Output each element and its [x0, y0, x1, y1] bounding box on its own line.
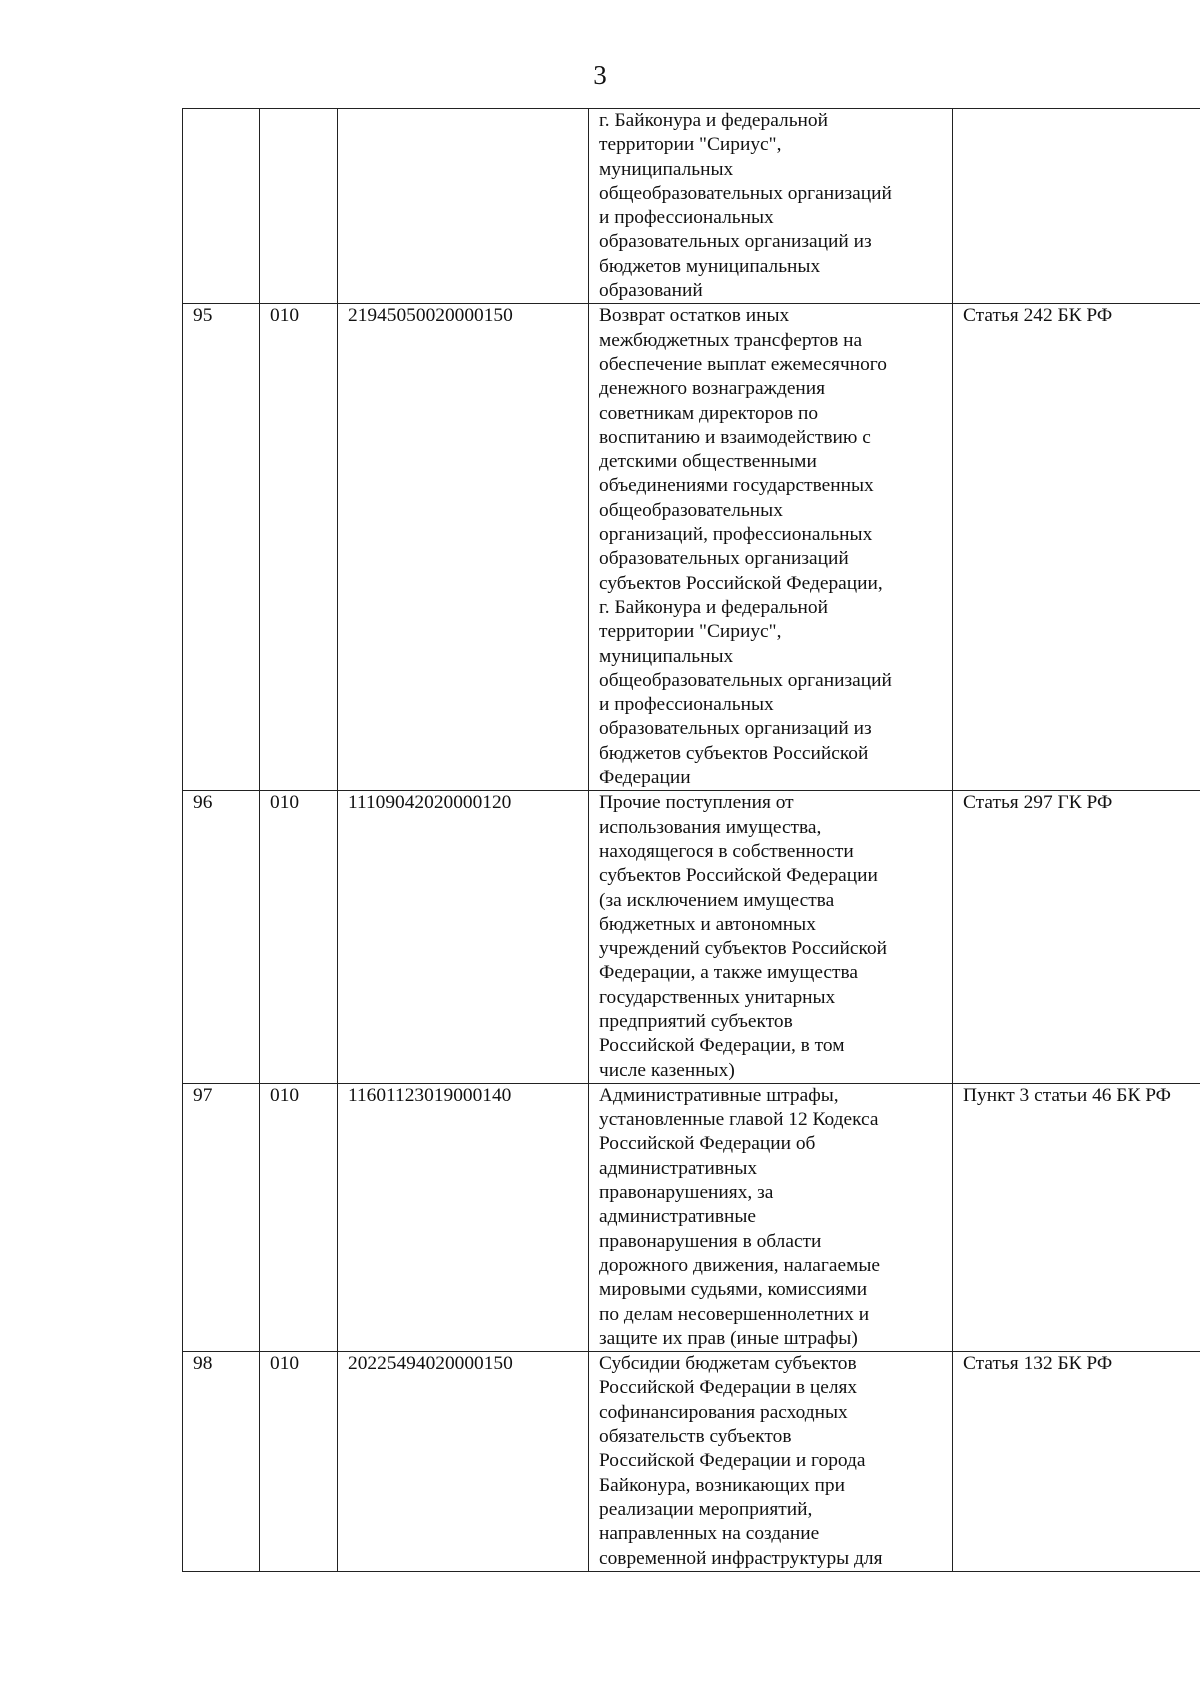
legal-basis-text: Статья 242 БК РФ	[963, 305, 1113, 327]
revenue-name-line: числе казенных)	[599, 1059, 735, 1081]
revenue-name-line: обеспечение выплат ежемесячного	[599, 353, 887, 375]
revenue-name-line: объединениями государственных	[599, 475, 874, 497]
revenue-codes-table	[182, 108, 1200, 1572]
revenue-name-line: субъектов Российской Федерации	[599, 865, 878, 887]
revenue-name-line: межбюджетных трансфертов на	[599, 329, 863, 351]
revenue-name-line: реализации мероприятий,	[599, 1498, 813, 1520]
revenue-name-line: Возврат остатков иных	[599, 305, 790, 327]
revenue-name-line: бюджетов субъектов Российской	[599, 742, 869, 764]
legal-basis-cell	[953, 1083, 1200, 1351]
revenue-name-line: муниципальных	[599, 645, 734, 667]
budget-classification-code-cell	[338, 304, 589, 791]
admin-code-cell	[260, 791, 338, 1084]
table-row	[183, 304, 1200, 791]
revenue-name-line: Федерации, а также имущества	[599, 962, 859, 984]
legal-basis-cell	[953, 791, 1200, 1084]
page-number: 3	[593, 60, 607, 90]
row-number-cell	[183, 1083, 260, 1351]
revenue-name-line: образовательных организаций из	[599, 718, 872, 740]
row-number-cell	[183, 1352, 260, 1572]
revenue-name-line: учреждений субъектов Российской	[599, 938, 888, 960]
revenue-name-line: г. Байконура и федеральной	[599, 110, 828, 131]
admin-code-text: 010	[270, 1353, 300, 1375]
revenue-name-line: и профессиональных	[599, 207, 774, 229]
row-number-text: 95	[193, 305, 213, 327]
revenue-name-line: Российской Федерации и города	[599, 1450, 866, 1472]
revenue-name-line: территории "Сириус",	[599, 134, 782, 156]
budget-classification-code-text: 11601123019000140	[348, 1084, 512, 1106]
legal-basis-text: Статья 132 БК РФ	[963, 1353, 1113, 1375]
revenue-name-line: г. Байконура и федеральной	[599, 596, 828, 618]
budget-classification-code-cell	[338, 1352, 589, 1572]
revenue-name-line: организаций, профессиональных	[599, 524, 873, 546]
revenue-name-line: современной инфраструктуры для	[599, 1547, 883, 1569]
revenue-name-line: денежного вознаграждения	[599, 378, 826, 400]
budget-classification-code-text: 11109042020000120	[348, 792, 512, 814]
revenue-name-cell	[589, 1083, 953, 1351]
row-number-cell	[183, 304, 260, 791]
revenue-name-line: дорожного движения, налагаемые	[599, 1254, 880, 1276]
revenue-name-cell	[589, 1352, 953, 1572]
admin-code-cell	[260, 1083, 338, 1351]
row-number-cell	[183, 791, 260, 1084]
revenue-name-line: административных	[599, 1157, 758, 1179]
legal-basis-text: Пункт 3 статьи 46 БК РФ	[963, 1084, 1171, 1106]
revenue-name-line: Административные штрафы,	[599, 1084, 839, 1106]
budget-classification-code-cell	[338, 1083, 589, 1351]
revenue-name-line: образований	[599, 280, 703, 302]
budget-classification-code-text: 20225494020000150	[348, 1353, 513, 1375]
revenue-name-line: правонарушениях, за	[599, 1182, 774, 1204]
revenue-name-line: муниципальных	[599, 158, 734, 180]
revenue-name-line: Российской Федерации в целях	[599, 1377, 858, 1399]
revenue-name-cell	[589, 304, 953, 791]
revenue-name-line: Федерации	[599, 767, 691, 789]
revenue-name-line: обязательств субъектов	[599, 1426, 792, 1448]
budget-classification-code-cell	[338, 109, 589, 304]
revenue-name-line: по делам несовершеннолетних и	[599, 1303, 870, 1325]
table-row	[183, 791, 1200, 1084]
revenue-name-line: бюджетных и автономных	[599, 913, 816, 935]
revenue-name-line: территории "Сириус",	[599, 621, 782, 643]
revenue-name-line: образовательных организаций	[599, 548, 849, 570]
admin-code-text: 010	[270, 305, 300, 327]
legal-basis-cell	[953, 109, 1200, 304]
legal-basis-cell	[953, 304, 1200, 791]
revenue-name-line: Байконура, возникающих при	[599, 1474, 845, 1496]
table-row	[183, 1083, 1200, 1351]
revenue-name-line: защите их прав (иные штрафы)	[599, 1327, 858, 1349]
row-number-cell	[183, 109, 260, 304]
revenue-name-line: предприятий субъектов	[599, 1010, 793, 1032]
revenue-name-line: использования имущества,	[599, 816, 822, 838]
revenue-name-line: советникам директоров по	[599, 402, 819, 424]
admin-code-cell	[260, 109, 338, 304]
revenue-name-line: и профессиональных	[599, 694, 774, 716]
revenue-name-line: общеобразовательных организаций	[599, 182, 892, 204]
row-number-text: 96	[193, 792, 213, 814]
admin-code-text: 010	[270, 1084, 300, 1106]
budget-classification-code-text: 21945050020000150	[348, 305, 513, 327]
row-number-text: 98	[193, 1353, 213, 1375]
table-body	[183, 109, 1200, 1572]
revenue-name-line: административные	[599, 1206, 757, 1228]
revenue-name-line: находящегося в собственности	[599, 840, 854, 862]
revenue-name-line: направленных на создание	[599, 1523, 820, 1545]
revenue-name-line: общеобразовательных	[599, 499, 783, 521]
revenue-name-line: образовательных организаций из	[599, 231, 872, 253]
revenue-name-line: детскими общественными	[599, 451, 817, 473]
legal-basis-text: Статья 297 ГК РФ	[963, 792, 1113, 814]
revenue-name-line: софинансирования расходных	[599, 1401, 848, 1423]
revenue-name-line: субъектов Российской Федерации,	[599, 572, 883, 594]
revenue-name-line: Прочие поступления от	[599, 792, 794, 814]
row-number-text: 97	[193, 1084, 213, 1106]
table-row	[183, 1352, 1200, 1572]
revenue-name-line: Субсидии бюджетам субъектов	[599, 1353, 857, 1375]
revenue-name-cell	[589, 791, 953, 1084]
revenue-name-line: (за исключением имущества	[599, 889, 835, 911]
revenue-name-line: правонарушения в области	[599, 1230, 822, 1252]
legal-basis-cell	[953, 1352, 1200, 1572]
revenue-name-line: воспитанию и взаимодействию с	[599, 426, 871, 448]
revenue-name-line: Российской Федерации, в том	[599, 1035, 845, 1057]
admin-code-text: 010	[270, 792, 300, 814]
revenue-name-line: общеобразовательных организаций	[599, 669, 892, 691]
revenue-name-line: государственных унитарных	[599, 986, 836, 1008]
revenue-name-line: мировыми судьями, комиссиями	[599, 1279, 868, 1301]
revenue-name-line: бюджетов муниципальных	[599, 255, 821, 277]
revenue-name-line: Российской Федерации об	[599, 1133, 816, 1155]
admin-code-cell	[260, 304, 338, 791]
admin-code-cell	[260, 1352, 338, 1572]
revenue-name-cell	[589, 109, 953, 304]
table-row	[183, 109, 1200, 304]
budget-classification-code-cell	[338, 791, 589, 1084]
revenue-name-line: установленные главой 12 Кодекса	[599, 1109, 879, 1131]
